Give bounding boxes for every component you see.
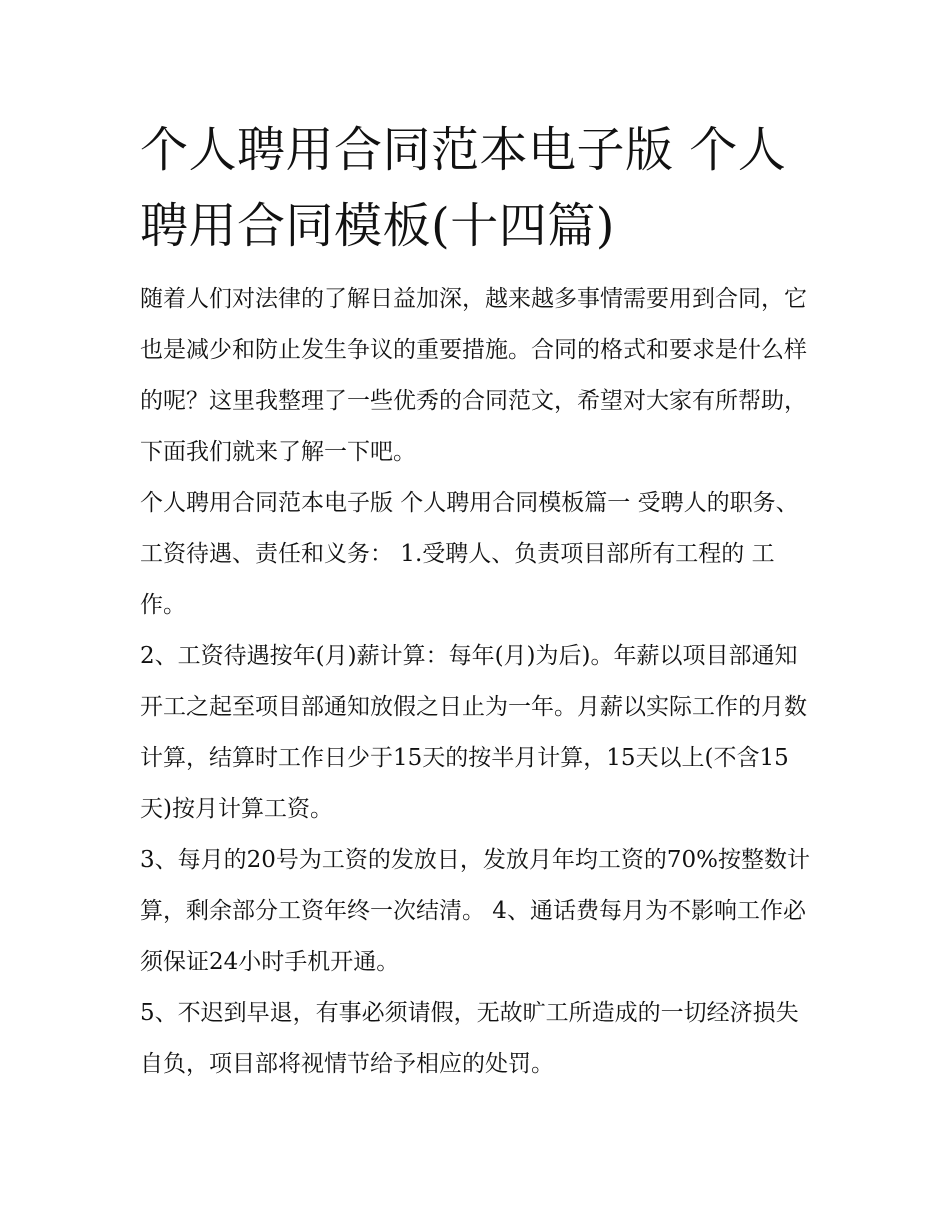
- paragraph-clause-3-4: 3、每月的20号为工资的发放日，发放月年均工资的70%按整数计算，剩余部分工资年终一次结清。 4、通话费每月为不影响工作必须保证24小时手机开通。: [140, 847, 811, 975]
- paragraph-clause-2: 2、工资待遇按年(月)薪计算：每年(月)为后)。年薪以项目部通知开工之起至项目部通知放假之日止为一年。月薪以实际工作的月数计算，结算时工作日少于15天的按半月计算，15天以上(不含15天)按月计算工资。: [140, 643, 807, 822]
- paragraph-clause-5: 5、不迟到早退，有事必须请假，无故旷工所造成的一切经济损失自负，项目部将视情节给予相应的处罚。: [140, 1000, 799, 1077]
- document-page: [140, 112, 812, 1090]
- paragraph-intro: 随着人们对法律的了解日益加深，越来越多事情需要用到合同，它也是减少和防止发生争议的重要措施。合同的格式和要求是什么样的呢？这里我整理了一些优秀的合同范文，希望对大家有所帮助，下面我们就来了解一下吧。: [140, 286, 807, 465]
- document-title: 个人聘用合同范本电子版 个人聘用合同模板(十四篇): [140, 122, 787, 254]
- paragraph-section-1: 个人聘用合同范本电子版 个人聘用合同模板篇一 受聘人的职务、工资待遇、责任和义务： 1.受聘人、负责项目部所有工程的 工作。: [140, 490, 799, 618]
